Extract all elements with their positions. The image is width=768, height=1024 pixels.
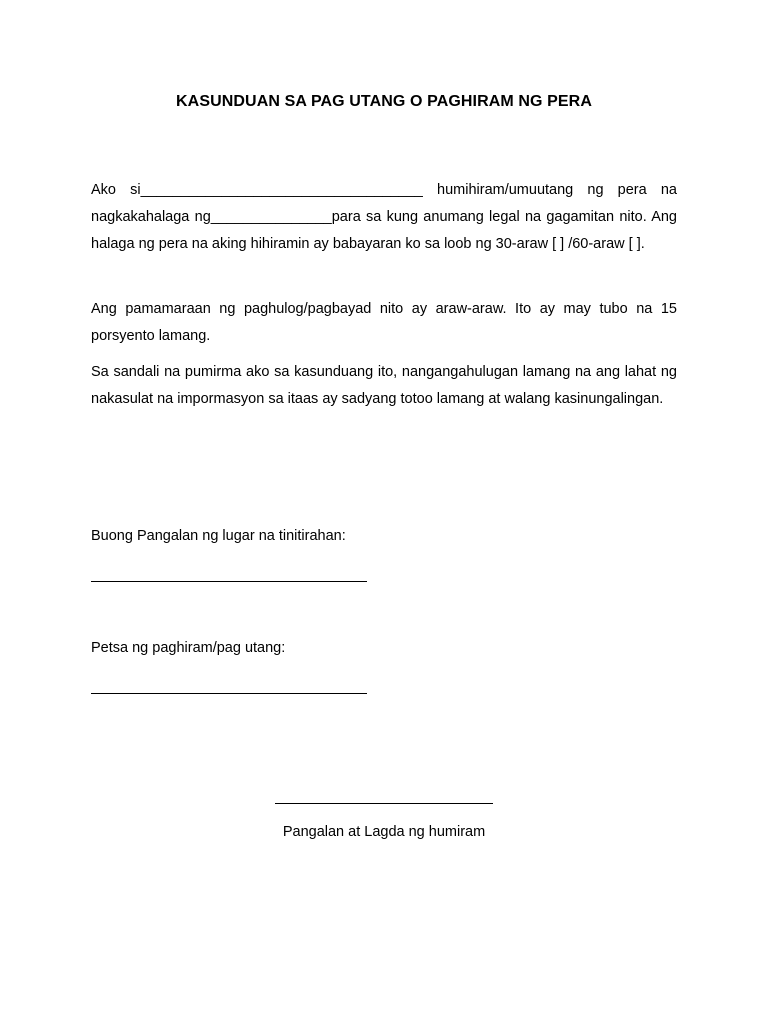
paragraph-payment-terms: Ang pamamaraan ng paghulog/pagbayad nito ay araw-araw. Ito ay may tubo na 15 porsyento lamang. [91,301,677,344]
signature-label: Pangalan at Lagda ng humiram [282,824,486,840]
paragraph-prefix: Ako si [91,182,141,198]
borrower-name-blank[interactable]: ___________________________________ [140,182,423,198]
paragraph-suffix: para sa kung anumang legal na gagamitan nito. Ang halaga ng pera na aking hihiramin ay babayaran ko sa loob ng 30-araw [ ] /60-araw [ ]. [91,209,677,252]
document-title: KASUNDUAN SA PAG UTANG O PAGHIRAM NG PERA [176,93,592,110]
date-label: Petsa ng paghiram/pag utang: [91,640,286,656]
amount-blank[interactable]: _______________ [210,209,332,225]
paragraph-declaration: Sa sandali na pumirma ako sa kasunduang ito, nangangahulugan lamang na ang lahat ng nakasulat na impormasyon sa itaas ay sadyang totoo lamang at walang kasinungalingan. [91,364,677,407]
signature-line[interactable] [275,803,493,804]
address-field-line[interactable] [91,581,367,582]
paragraph-borrower-statement [91,177,677,258]
date-field-line[interactable] [91,693,367,694]
address-label: Buong Pangalan ng lugar na tinitirahan: [91,528,346,544]
paragraph-middle: humihiram/umuutang ng pera na nagkakahalaga ng [91,182,677,225]
